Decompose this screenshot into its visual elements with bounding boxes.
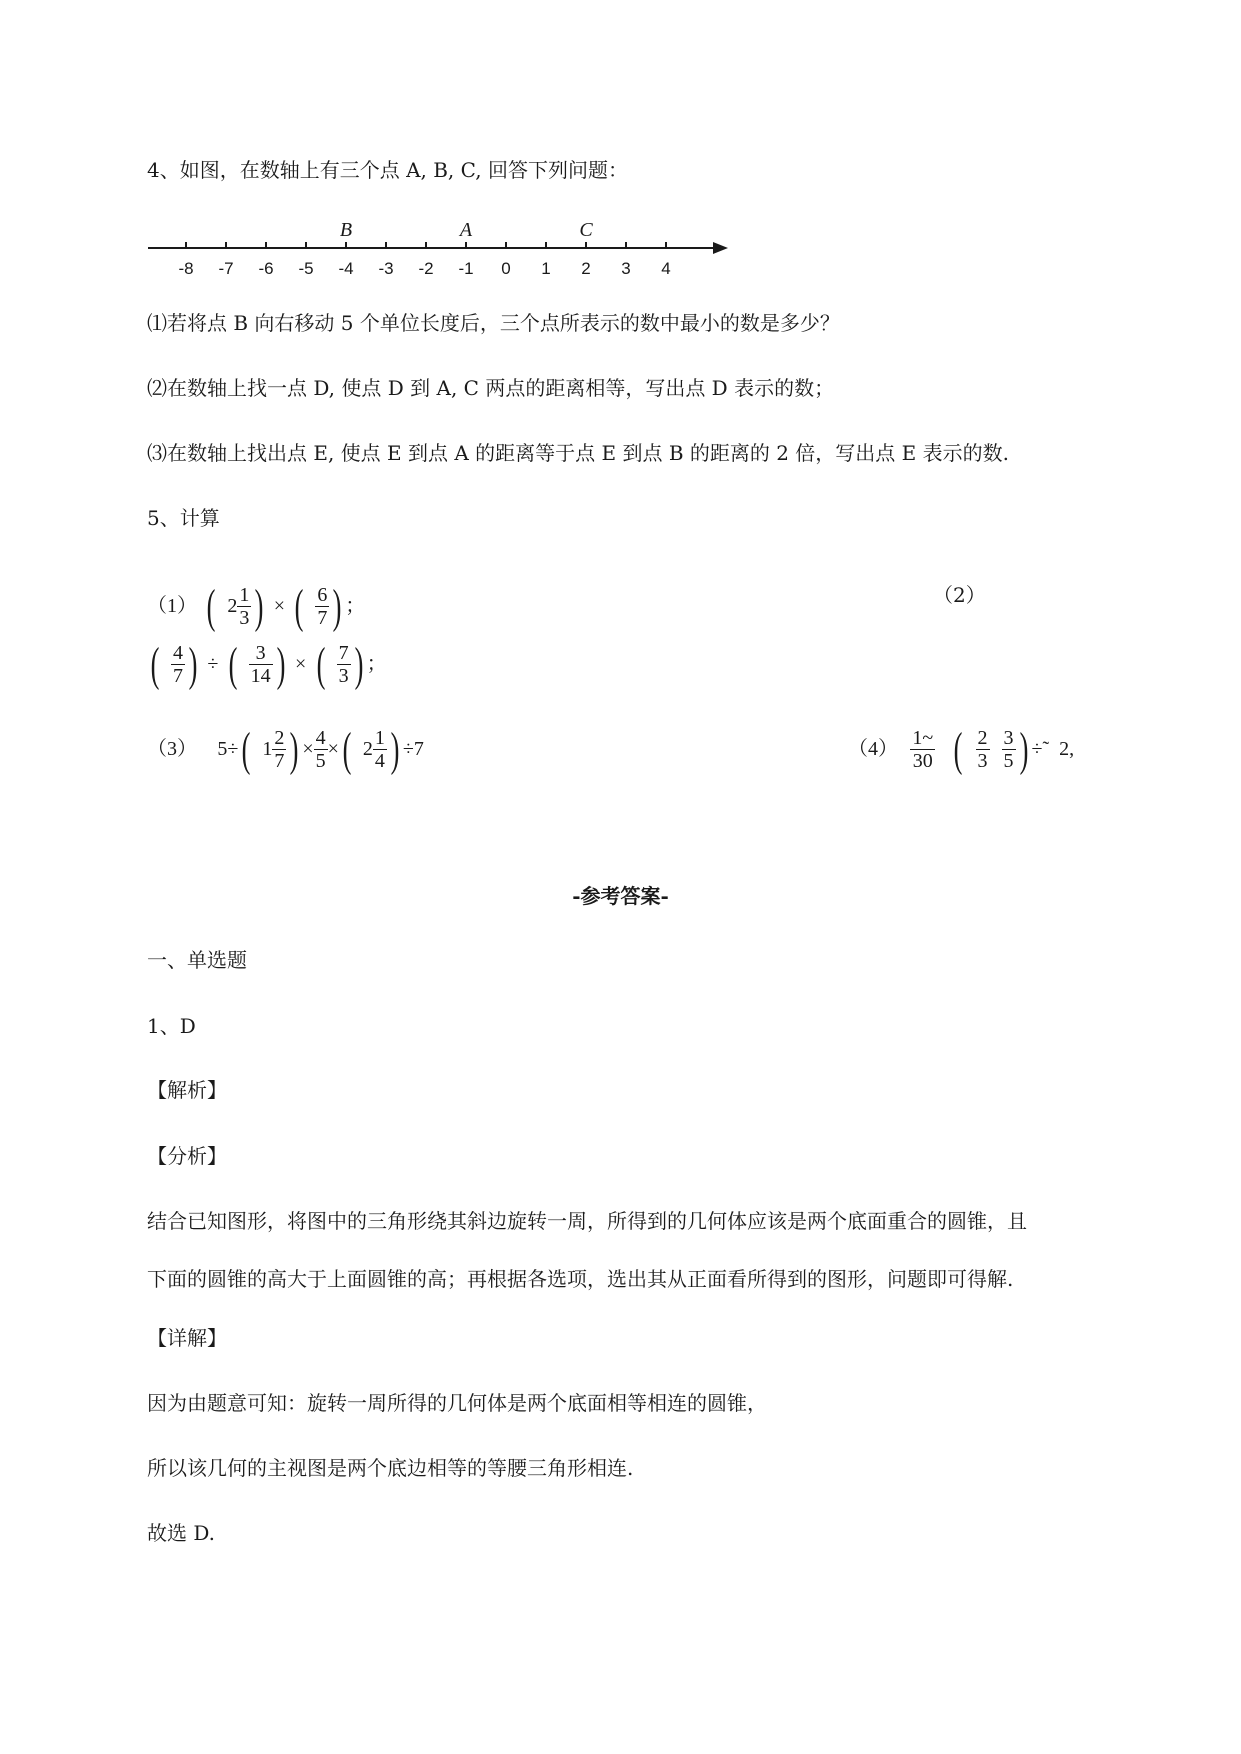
tick-label: 1 [541,259,551,278]
tick-label: -2 [418,259,434,278]
question-4-part-1: ⑴若将点 B 向右移动 5 个单位长度后，三个点所表示的数中最小的数是多少？ [147,311,840,335]
question-5-title: 5、计算 [147,506,220,530]
answer-1: 1、D [147,1014,196,1038]
expression-4-fraction-3: $\frac{3}{5}$ [1003,727,1014,772]
expression-3: （3） 5÷( 1 $\frac{2}{7}$ ) × $\frac{4}{5}$ ×( 2 $\frac{1}{4}$ ) ÷7 [147,722,424,776]
section-title: 一、单选题 [147,948,247,972]
tick-label: 3 [621,259,631,278]
expression-4-fraction-2: $\frac{2}{3}$ [977,727,988,772]
tick-label: 4 [661,259,671,278]
tick-label: -1 [458,259,474,278]
xiangjie-label: 【详解】 [147,1326,227,1350]
expression-1-fraction-2: $\frac{6}{7}$ [317,584,328,629]
expression-3-label: （3） [147,738,197,760]
fenxi-label: 【分析】 [147,1144,227,1168]
expression-2-fraction-1: $\frac{4}{7}$ [172,642,183,687]
analysis-line-1: 结合已知图形，将图中的三角形绕其斜边旋转一周，所得到的几何体应该是两个底面重合的圆锥，且 [147,1209,1027,1233]
tick-label: -6 [258,259,274,278]
question-4-part-2: ⑵在数轴上找一点 D, 使点 D 到 A, C 两点的距离相等，写出点 D 表示的数； [147,376,835,400]
expression-3-fraction-1: $\frac{2}{7}$ [274,727,285,772]
conclusion: 故选 D. [147,1521,216,1545]
jiexi-label: 【解析】 [147,1078,227,1102]
times-sign: × [273,595,285,617]
expression-2-fraction-3: $\frac{7}{3}$ [338,642,349,687]
detail-line-1: 因为由题意可知：旋转一周所得的几何体是两个底面相等相连的圆锥， [147,1391,767,1415]
detail-line-2: 所以该几何的主视图是两个底边相等的等腰三角形相连. [147,1456,634,1480]
expression-2-fraction-2: $\frac{3}{14}$ [250,642,271,687]
tick-label: -4 [338,259,354,278]
expression-4-label: （4） [848,738,898,760]
expression-2-label: （2） [933,583,986,607]
expression-1-label: （1） [147,595,197,617]
question-4-title: 4、如图，在数轴上有三个点 A, B, C, 回答下列问题： [147,158,628,182]
point-label-b: B [339,219,353,241]
number-line [148,218,738,288]
expression-4-fraction-1: $\frac{1\sim}{30}$ [912,727,934,772]
divide-sign: ÷ [207,653,219,675]
expression-1-whole: 2 [227,595,238,617]
expression-3-fraction-3: $\frac{1}{4}$ [374,727,385,772]
question-4-part-3: ⑶在数轴上找出点 E, 使点 E 到点 A 的距离等于点 E 到点 B 的距离的 2 倍，写出点 E 表示的数. [147,441,1009,465]
expression-4: （4） $\frac{1\sim}{30}$ ( $\frac{2}{3}$ $\frac{3}{5}$ ) ÷˜ 2, [848,722,1075,776]
arrow-icon [713,242,728,254]
tick-label: 0 [501,259,511,278]
expression-2: ( $\frac{4}{7}$ ) ÷ ( $\frac{3}{14}$ ) × ( $\frac{7}{3}$ ) ； [150,637,387,691]
expression-1: （1） ( 2 $\frac{1}{3}$ ) × ( $\frac{6}{7}$ ) ； [147,579,366,633]
tick-label: -7 [218,259,234,278]
analysis-line-2: 下面的圆锥的高大于上面圆锥的高；再根据各选项，选出其从正面看所得到的图形，问题即可得解. [147,1267,1014,1291]
expression-3-fraction-2: $\frac{4}{5}$ [315,727,326,772]
tick-label: -8 [178,259,194,278]
point-label-c: C [579,219,593,241]
tick-label: -5 [298,259,314,278]
point-label-a: A [459,219,473,241]
answer-heading: -参考答案- [572,884,669,908]
times-sign: × [295,653,307,675]
tick-label: -3 [378,259,394,278]
expression-1-fraction-1: $\frac{1}{3}$ [239,584,250,629]
tick-label: 2 [581,259,591,278]
